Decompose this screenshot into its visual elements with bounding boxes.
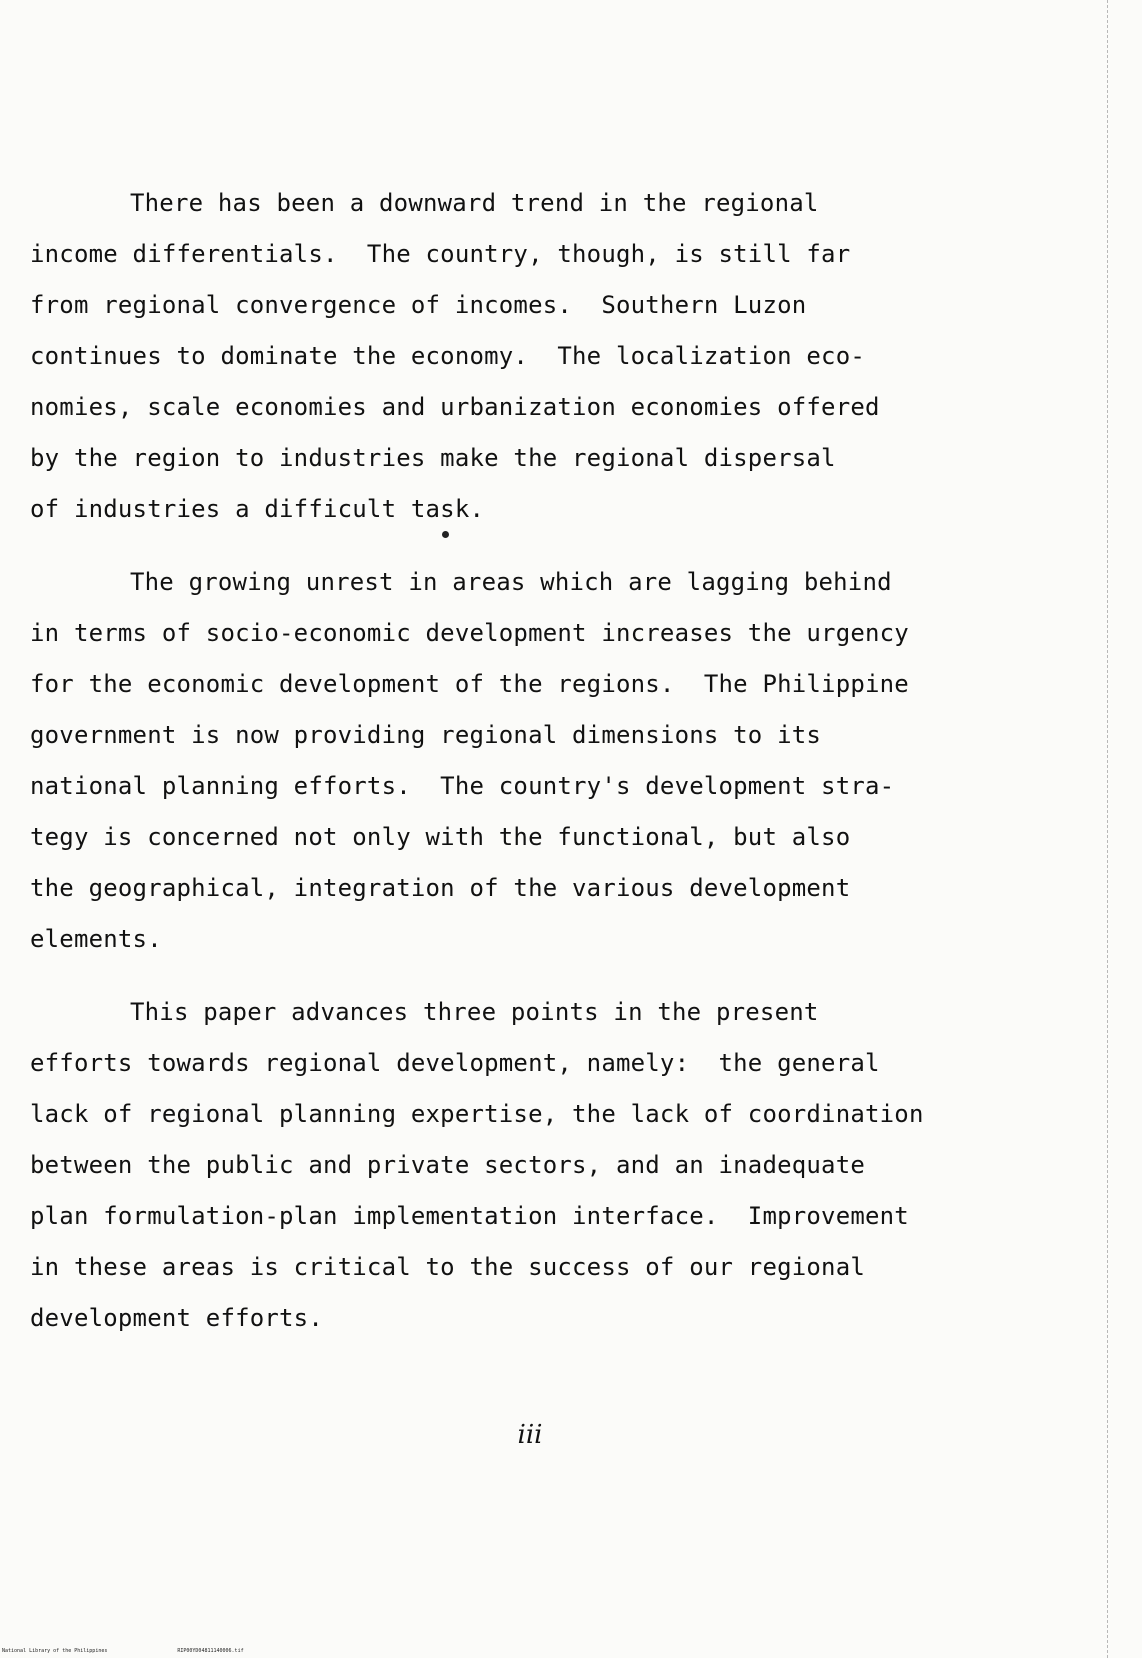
paragraph-1 bbox=[30, 178, 1030, 535]
text-line: government is now providing regional dimensions to its bbox=[30, 721, 822, 749]
scan-footer bbox=[2, 1648, 244, 1654]
text-line: between the public and private sectors, and an inadequate bbox=[30, 1151, 866, 1179]
paragraph-3 bbox=[30, 987, 1030, 1344]
text-line: nomies, scale economies and urbanization economies offered bbox=[30, 393, 880, 421]
text-line: in these areas is critical to the success of our regional bbox=[30, 1253, 866, 1281]
footer-source: National Library of the Philippines bbox=[2, 1648, 108, 1654]
text-line: national planning efforts. The country's development stra- bbox=[30, 772, 895, 800]
footer-file-id: RIP00YD04811140006.tif bbox=[177, 1648, 244, 1654]
text-line: for the economic development of the regions. The Philippine bbox=[30, 670, 909, 698]
text-line: continues to dominate the economy. The localization eco- bbox=[30, 342, 866, 370]
scan-edge-line bbox=[1106, 0, 1108, 1658]
text-line: the geographical, integration of the various development bbox=[30, 874, 851, 902]
text-line: in terms of socio-economic development increases the urgency bbox=[30, 619, 909, 647]
text-line: income differentials. The country, though, is still far bbox=[30, 240, 851, 268]
text-line: development efforts. bbox=[30, 1304, 323, 1332]
text-line: of industries a difficult task. bbox=[30, 495, 485, 523]
text-line: plan formulation-plan implementation interface. Improvement bbox=[30, 1202, 909, 1230]
paragraph-2 bbox=[30, 557, 1030, 965]
text-line: by the region to industries make the regional dispersal bbox=[30, 444, 836, 472]
text-line: tegy is concerned not only with the functional, but also bbox=[30, 823, 851, 851]
text-line: This paper advances three points in the present bbox=[130, 998, 819, 1026]
text-line: from regional convergence of incomes. Southern Luzon bbox=[30, 291, 807, 319]
text-line: There has been a downward trend in the regional bbox=[130, 189, 819, 217]
page-number: iii bbox=[517, 1420, 543, 1450]
body-text bbox=[30, 178, 1030, 1344]
text-line: elements. bbox=[30, 925, 162, 953]
text-line: lack of regional planning expertise, the lack of coordination bbox=[30, 1100, 924, 1128]
text-line: The growing unrest in areas which are lagging behind bbox=[130, 568, 892, 596]
text-line: efforts towards regional development, namely: the general bbox=[30, 1049, 880, 1077]
